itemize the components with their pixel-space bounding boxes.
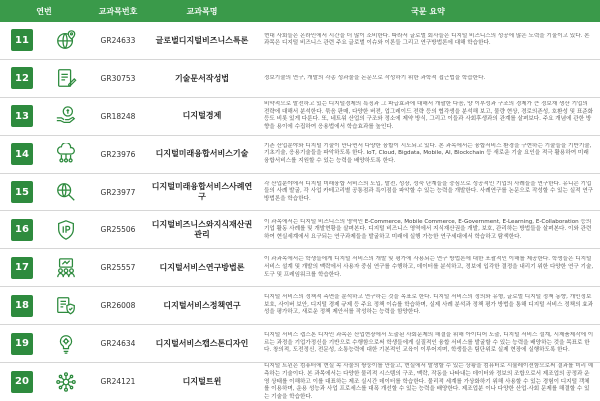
course-summary: 현대 사회들은 온라인에서 시간을 더 많이 소비한다. 따라서 글로벌 회사들은 디지털 비즈니스의 성공에 많은 노력을 기울이고 있다. 본 과목은 디지털 비즈니스 관련 주요 글로벌 이슈와 이론들 그리고 연구방법론에 대해 학습한다. (264, 32, 590, 47)
table-row (0, 174, 600, 212)
course-summary: 비약적으로 발전하고 있는 디지털경제의 특징과 그 파급효과에 대해서 개괄한 다음, 양 이부성과 구조의 경제가 큰 정보재 생산 기업의 전략에 대해서 분석한다. 묶음 판매, 다양한 버전, 업그레이드 전략 등의 협각생을 분석해 보고, 물량 현상, 경로의존성, 호환성 및 표준화 등도 비롯 있게 다룬다. 또, 네트워 산업의 구조와 정소에 제약 방식, 그리고 이들과 사회후생과의 관계를 살펴보다. 주요 개념에 관한 방향을 용이에 수집하여 응용법에서 학습효과를 높인다. (264, 101, 594, 130)
course-name: 디지털미래융합서비스사례연구 (151, 182, 253, 201)
course-summary: 디지털 서비스의 정책적 측면을 분석하고 연구하는 것을 목표로 한다. 디지털 서비스의 정의와 유형, 글로벌 디지털 정책 동향, 개인정보 보호, 사이버 보안, 디지털 경제 규제 등 주요 정책 이슈를 학습하며, 실제 사례 분석과 정책 평가 방법을 통해 디지털 서비스 정책의 효과성을 평가하고, 새로운 정책 제안서를 작성하는 능력을 함양한다. (264, 294, 594, 316)
course-code: GR24121 (100, 377, 136, 387)
course-summary: 이 과목에서는 디지털 비즈니스의 영역인 E-Commerce, Mobile Commerce, E-Government, E-Learning, E-Collaboration 등의 기업 활동 사례를 및 개발현황을 살펴본다. 디지털 비즈니스 영역에서 지식재산권을 개발, 보호, 관리하는 방법들을 살펴본다. 이와 관련하여 현실세계에서 요구되는 연구과제들을 발굴하고 미래에 실행 가능한 연구세대에서 학습하고 탐색한다. (264, 218, 592, 240)
row-number: 17 (11, 257, 33, 279)
course-code: GR26008 (100, 301, 136, 311)
course-code: GR24634 (100, 339, 136, 349)
twin-network-icon (44, 371, 88, 393)
course-code: GR25506 (100, 225, 136, 235)
course-summary: 디지털 서비스 캡스톤 디자인 과목은 산업현장에서 도출된 사회문제의 해결을 위해 아이디어 도출, 디지털 서비스 설계, 시제품제작에 이르는 과정을 기업가정신을 기반으로 수행함으로써 학생들에게 실질적인 융합 서비스를 발굴할 수 있는 능력을 배양하는 것을 목표로 한다. 창의적, 도전정신, 전문성, 소통능력에 대한 기본적인 교육이 이루어지며, 학생들은 팀단위로 실제 현장에 실행하도록 한다. (264, 332, 594, 354)
course-name: 디지털서비스연구방법론 (159, 262, 245, 272)
course-summary: 기존 산업분야와 디지털 기술이 만나면서 다양한 융합이 시도되고 있다. 본 과목에서는 융합서비스 환경을 구현하는 기술들을 기반기술, 기초기술, 응용기술들을 파악하도록 한다. IoT, Cloud, Bigdata, Mobile, AI, Blockchain 등 새로운 기술 요인을 적극 활용하여 미래융합서비스를 지원할 수 있는 능력을 배양하도록 한다. (264, 142, 592, 164)
header-code: 교과목번호 (98, 6, 138, 16)
course-name: 기술문서작성법 (174, 73, 230, 83)
table-header (0, 0, 600, 22)
coin-hand-icon (44, 105, 88, 127)
shield-check-icon (44, 295, 88, 317)
people-board-icon (44, 257, 88, 279)
table-row (0, 22, 600, 60)
row-number: 16 (11, 219, 33, 241)
table-row (0, 136, 600, 174)
table-row (0, 60, 600, 98)
course-summary: 디지털 트윈은 컴퓨터에 현실 속 사물의 쌍둥이를 만들고, 현실에서 발생할 수 있는 상황을 컴퓨터로 시뮬레이션함으로써 결과를 미리 예측하는 기술이다. 본 과목에서는 다양한 물리적 시스템의 구조, 맥락, 작동을 나타내는 데이터와 정보의 조합으로서 제조업의 공정과 운영 상태를 이해하고 이를 대표하는 제조 실시간 데이터를 학습한다. 물리적 세계를 가상화하기 위해 사용할 수 있는 경험이 디지털 객체를 이용하며, 운용 성능과 사업 프로세스를 대폭 개선할 수 있는 능력을 배양한다. 제조업분 이나 다양한 산업·사회 문제를 해결할 수 있는 기술을 학습한다. (264, 363, 594, 400)
row-number: 11 (11, 29, 33, 51)
document-pen-icon (44, 67, 88, 89)
header-no: 연번 (36, 6, 52, 16)
course-summary: 정보기술의 연구, 개발의 각종 성과물을 논문으로 작성하기 위한 과학적 접근법을 학습한다. (264, 74, 486, 81)
course-summary: 이 과과목에서는 학생들에게 디지털 서비스의 개발 및 평가에 사용되는 연구 방법론에 대한 포괄적인 이해를 제공한다. 학생들은 디지털 서비스 설계 및 개발의 맥락에서 사용자 중심 연구를 수행하고, 데이터를 분석하고, 정보에 입각한 결정을 내리기 위한 다양한 연구 기술, 도구 및 프레임워크를 학습한다. (264, 256, 594, 278)
row-number: 18 (11, 295, 33, 317)
course-code: GR23976 (100, 149, 136, 159)
course-summary: 각 산업분야에서 디지털 미래융합 서비스의 도입, 발전, 성장, 성숙 단계들을 중심으로 성공적인 기업의 사례들을 연구한다. 유니콘 기업들의 사례 발굴, 각 사업 카테고리별 공통점과 특이점을 파악할 수 있는 능력을 개발한다. 사례연구를 논문으로 작성할 수 있는 실적 연구방법론을 학습한다. (264, 180, 594, 202)
row-number: 12 (11, 67, 33, 89)
table-row (0, 249, 600, 287)
course-name: 디지털서비스정책연구 (163, 300, 241, 310)
course-code: GR18248 (100, 111, 136, 121)
course-name: 디지털미래융합서비스기술 (155, 149, 249, 159)
row-number: 13 (11, 105, 33, 127)
header-name: 교과목명 (186, 6, 218, 16)
course-name: 디지털비즈니스와지식재산권관리 (151, 220, 253, 239)
course-name: 디지털트윈 (182, 377, 222, 387)
globe-location-icon (44, 29, 88, 51)
course-code: GR25557 (100, 263, 136, 273)
lightbulb-gear-icon (44, 333, 88, 355)
table-row (0, 211, 600, 249)
course-name: 디지털서비스캡스톤디자인 (155, 338, 249, 348)
row-number: 20 (11, 371, 33, 393)
header-desc: 국문 요약 (411, 6, 445, 16)
table-row (0, 363, 600, 401)
table-row (0, 325, 600, 363)
course-code: GR24633 (100, 35, 136, 45)
row-number: 19 (11, 333, 33, 355)
course-code: GR23977 (100, 187, 136, 197)
course-code: GR30753 (100, 73, 136, 83)
cloud-network-icon (44, 143, 88, 165)
course-name: 디지털경제 (182, 111, 222, 121)
table-row (0, 287, 600, 325)
ip-shield-icon (44, 219, 88, 241)
row-number: 14 (11, 143, 33, 165)
row-number: 15 (11, 181, 33, 203)
search-globe-icon (44, 181, 88, 203)
course-name: 글로벌디지털비즈니스특론 (155, 35, 249, 45)
table-row (0, 98, 600, 136)
